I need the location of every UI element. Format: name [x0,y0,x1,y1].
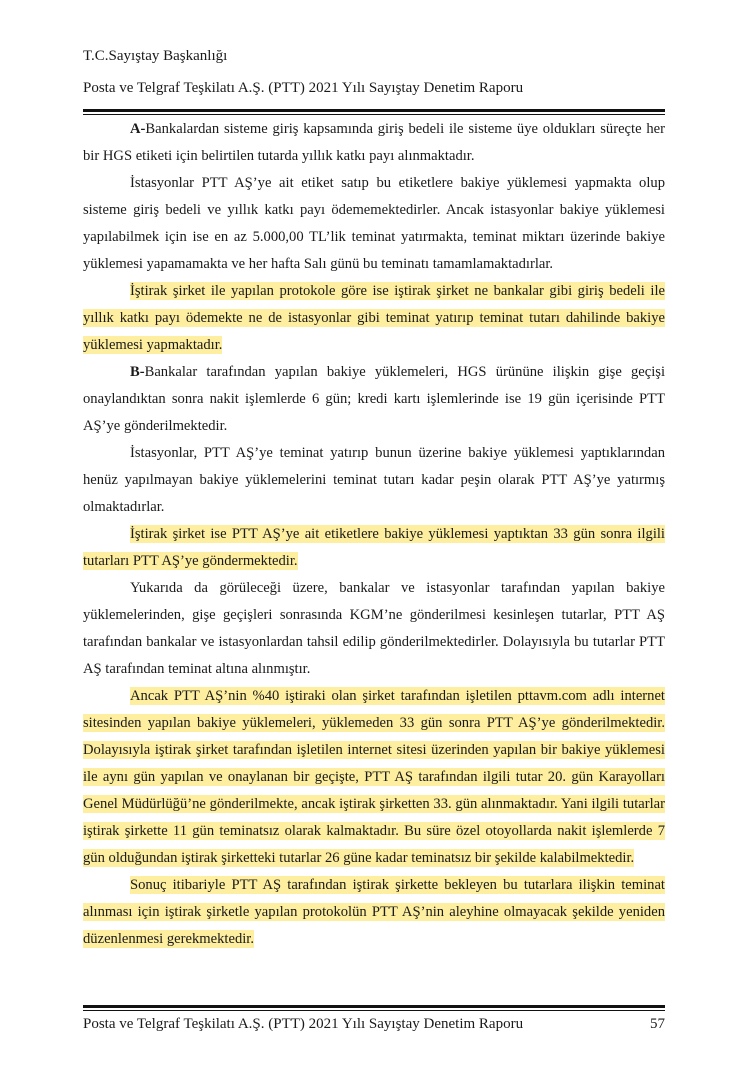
paragraph-a: A-Bankalardan sisteme giriş kapsamında giriş bedeli ile sisteme üye oldukları süreçte her bir HGS etiketi için belirtilen tutarda yıllık katkı payı alınmaktadır. [83,121,665,164]
footer-report-title: Posta ve Telgraf Teşkilatı A.Ş. (PTT) 2021 Yılı Sayıştay Denetim Raporu [83,1016,524,1032]
highlighted-paragraph: Sonuç itibariyle PTT AŞ tarafından iştirak şirkette bekleyen bu tutarlara ilişkin teminat alınması için iştirak şirketle yapılan protokolün PTT AŞ’nin aleyhine olmayacak şekilde yeniden düzenlenmesi gerekmektedir. [83,877,665,947]
page-number: 57 [650,1016,665,1032]
highlighted-paragraph: İştirak şirket ile yapılan protokole göre ise iştirak şirket ne bankalar gibi giriş bedeli ile yıllık katkı payı ödemekte ne de istasyonlar gibi teminat yatırıp teminat tutarı dahilinde bakiye yüklemesi yapmaktadır. [83,283,665,353]
paragraph: İstasyonlar PTT AŞ’ye ait etiket satıp bu etiketlere bakiye yüklemesi yapmakta olup sisteme giriş bedeli ve yıllık katkı payı ödememektedirler. Ancak istasyonlar bakiye yüklemesi yapılabilmek için ise en az 5.000,00 TL’lik teminat yatırmakta, teminat miktarı üzerinde bakiye yüklemesi yapamamakta ve her hafta Salı günü bu teminatı tamamlamaktadırlar. [83,175,665,272]
footer-rule [83,1005,665,1008]
highlighted-paragraph: Ancak PTT AŞ’nin %40 iştiraki olan şirket tarafından işletilen pttavm.com adlı internet sitesinden yapılan bakiye yüklemeleri, yüklemeden 33 gün sonra PTT AŞ’ye gönderilmektedir. Dolayısıyla iştirak şirket tarafından işletilen internet sitesi üzerinden yapılan bir bakiye yüklemesi ile aynı gün yapılan ve onaylanan bir geçişte, PTT AŞ tarafından ilgili tutar 20. gün Karayolları Genel Müdürlüğü’ne gönderilmekte, ancak iştirak şirketten 33. gün alınmaktadır. Yani ilgili tutarlar iştirak şirkette 11 gün teminatsız olarak kalmaktadır. Bu süre özel otoyollarda nakit işlemlerde 7 gün olduğundan iştirak şirketteki tutarlar 26 güne kadar teminatsız bir şekilde kalabilmektedir. [83,688,665,866]
document-body [83,116,665,953]
paragraph: Yukarıda da görüleceği üzere, bankalar ve istasyonlar tarafından yapılan bakiye yüklemelerinden, gişe geçişleri sonrasında KGM’ne gönderilmesi kesinleşen tutarlar, PTT AŞ tarafından bankalar ve istasyonlardan tahsil edilip gönderilmektedirler. Dolayısıyla bu tutarlar PTT AŞ tarafından teminat altına alınmıştır. [83,580,665,677]
header-institution: T.C.Sayıştay Başkanlığı [83,48,228,64]
paragraph-prefix: B- [130,364,145,380]
highlighted-paragraph: İştirak şirket ise PTT AŞ’ye ait etiketlere bakiye yüklemesi yaptıktan 33 gün sonra ilgili tutarları PTT AŞ’ye göndermektedir. [83,526,665,569]
paragraph: İstasyonlar, PTT AŞ’ye teminat yatırıp bunun üzerine bakiye yüklemesi yaptıklarından henüz yapılmayan bakiye yüklemelerini teminat tutarı kadar peşin olarak PTT AŞ’ye yatırmış olmaktadırlar. [83,445,665,515]
header-rule [83,109,665,112]
header-report-title: Posta ve Telgraf Teşkilatı A.Ş. (PTT) 2021 Yılı Sayıştay Denetim Raporu [83,80,524,96]
paragraph-prefix: A- [130,121,146,137]
paragraph-b: B-Bankalar tarafından yapılan bakiye yüklemeleri, HGS ürününe ilişkin gişe geçişi onaylandıktan sonra nakit işlemlerde 6 gün; kredi kartı işlemlerinde ise 19 gün içerisinde PTT AŞ’ye gönderilmektedir. [83,364,665,434]
page-footer [83,1016,665,1033]
